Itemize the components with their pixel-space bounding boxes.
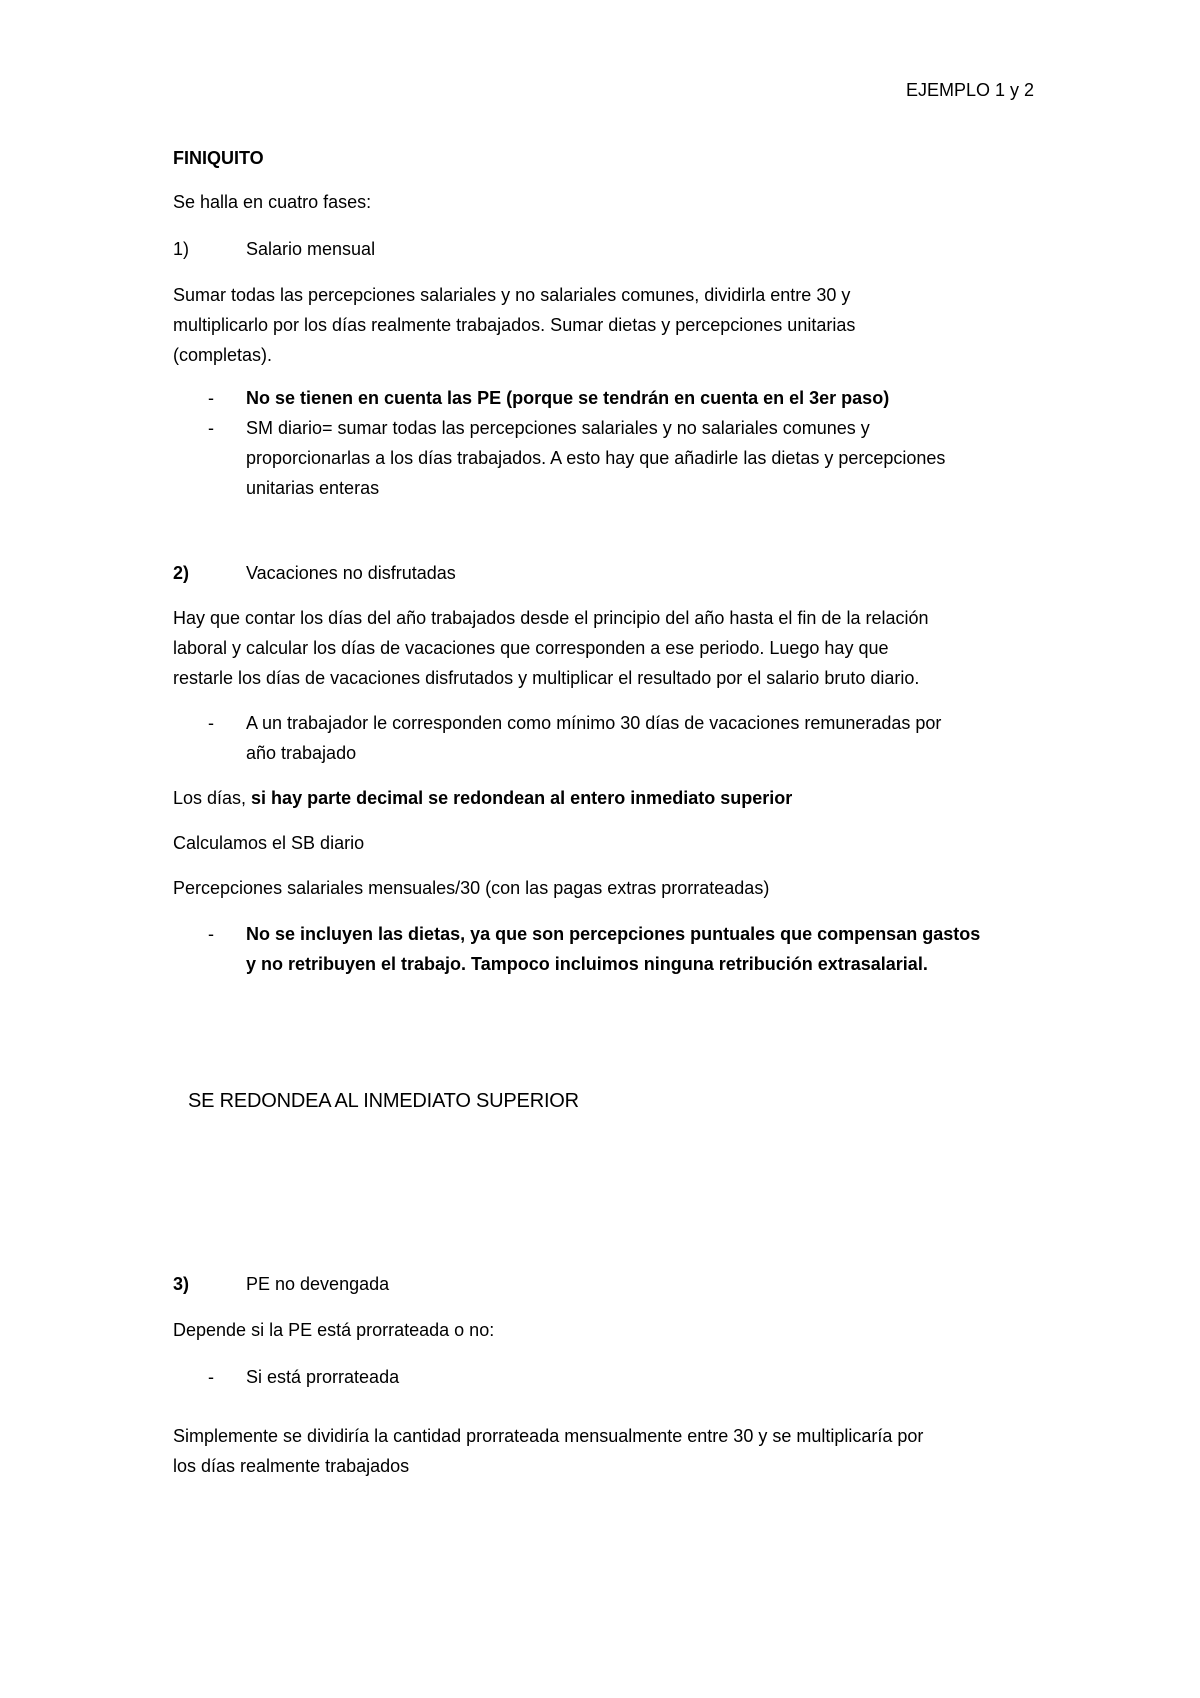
formula-line: Percepciones salariales mensuales/30 (con las pagas extras prorrateadas) [173, 878, 770, 898]
step1-number: 1) [173, 239, 190, 259]
rounding-rule [173, 786, 792, 810]
step3-intro: Depende si la PE está prorrateada o no: [173, 1320, 495, 1340]
step2-bold-bullet-line: y no retribuyen el trabajo. Tampoco incluimos ninguna retribución extrasalarial. [246, 954, 928, 974]
step3-paragraph-line: Simplemente se dividiría la cantidad prorrateada mensualmente entre 30 y se multiplicaría por [173, 1426, 924, 1446]
step1-bullet-line: SM diario= sumar todas las percepciones salariales y no salariales comunes y [246, 418, 870, 438]
step2-paragraph-line: Hay que contar los días del año trabajados desde el principio del año hasta el fin de la relación [173, 608, 929, 628]
handwritten-note: SE REDONDEA AL INMEDIATO SUPERIOR [188, 1090, 579, 1112]
step1-bullet-line: unitarias enteras [246, 478, 380, 498]
bullet-dash: - [208, 388, 214, 408]
bullet-dash: - [208, 1367, 214, 1387]
bullet-dash: - [208, 924, 214, 944]
rounding-rule-bold: si hay parte decimal se redondean al entero inmediato superior [251, 788, 793, 808]
sb-line: Calculamos el SB diario [173, 833, 365, 853]
rounding-rule-prefix: Los días, [173, 788, 252, 808]
step2-paragraph-line: restarle los días de vacaciones disfrutados y multiplicar el resultado por el salario bruto diario. [173, 668, 920, 688]
bullet-dash: - [208, 713, 214, 733]
step1-bullet-line: proporcionarlas a los días trabajados. A esto hay que añadirle las dietas y percepciones [246, 448, 946, 468]
step2-bullet-line: año trabajado [246, 743, 357, 763]
step1-paragraph-line: (completas). [173, 345, 273, 365]
bullet-dash: - [208, 418, 214, 438]
step3-title: PE no devengada [246, 1274, 390, 1294]
page-header: EJEMPLO 1 y 2 [906, 80, 1035, 100]
step1-title: Salario mensual [246, 239, 376, 259]
step1-paragraph-line: multiplicarlo por los días realmente trabajados. Sumar dietas y percepciones unitarias [173, 315, 856, 335]
step2-paragraph-line: laboral y calcular los días de vacaciones que corresponden a ese periodo. Luego hay que [173, 638, 889, 658]
step1-bullet-line: No se tienen en cuenta las PE (porque se tendrán en cuenta en el 3er paso) [246, 388, 890, 408]
document-title: FINIQUITO [173, 148, 264, 168]
step2-bold-bullet-line: No se incluyen las dietas, ya que son percepciones puntuales que compensan gastos [246, 924, 981, 944]
step3-paragraph-line: los días realmente trabajados [173, 1456, 410, 1476]
step3-bullet: Si está prorrateada [246, 1367, 400, 1387]
intro-text: Se halla en cuatro fases: [173, 192, 372, 212]
step2-title: Vacaciones no disfrutadas [246, 563, 456, 583]
step3-number: 3) [173, 1274, 190, 1294]
step2-bullet-line: A un trabajador le corresponden como mínimo 30 días de vacaciones remuneradas por [246, 713, 942, 733]
step2-number: 2) [173, 563, 190, 583]
step1-paragraph-line: Sumar todas las percepciones salariales y no salariales comunes, dividirla entre 30 y [173, 285, 851, 305]
